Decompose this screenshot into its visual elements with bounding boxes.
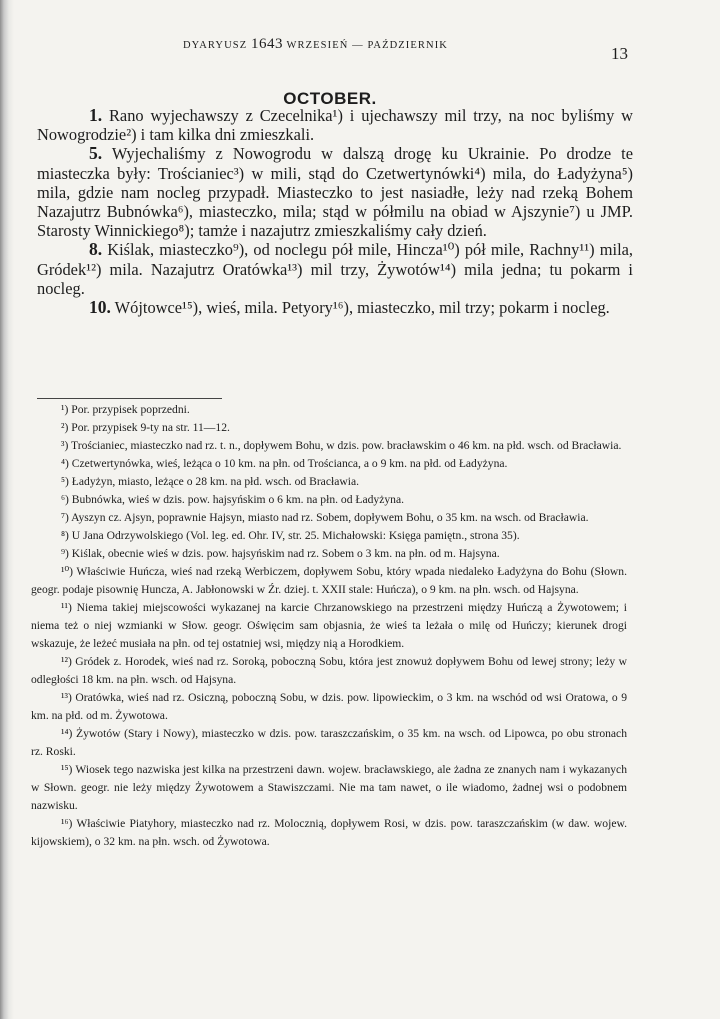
- footnote: [31, 653, 627, 689]
- footnote-text: Wiosek tego nazwiska jest kilka na przestrzeni dawn. wojew. bracławskiego, ale żadna ze znanych nam i wykazanych w Słown. geogr. nie leży między Żywotowem a Stawiszczami. Nie ma tam nawet, o ile wiadomo, żadnej wsi o podobnem nazwisku.: [31, 763, 627, 812]
- entry-day-number: 1.: [89, 105, 103, 125]
- footnote-mark: ¹²): [61, 655, 72, 668]
- section-title: OCTOBER.: [283, 89, 377, 108]
- footnote-divider: [37, 398, 222, 399]
- footnote: [31, 401, 627, 419]
- footnote-mark: ⁹): [61, 547, 69, 560]
- footnote-mark: ⁸): [61, 529, 69, 542]
- entry-day-number: 5.: [89, 143, 103, 164]
- footnote-mark: ⁶): [61, 493, 69, 506]
- footnote: [31, 815, 627, 851]
- diary-entry: [37, 240, 633, 298]
- diary-entries: [37, 106, 633, 317]
- footnote-mark: ⁷): [61, 511, 69, 524]
- footnote-text: Por. przypisek poprzedni.: [68, 403, 190, 416]
- running-head-title: DYARYUSZ: [183, 40, 248, 51]
- footnote: [31, 545, 627, 563]
- running-head-months: WRZESIEŃ — PAŹDZIERNIK: [286, 40, 448, 51]
- entry-text: Wójtowce¹⁵), wieś, mila. Petyory¹⁶), miasteczko, mil trzy; pokarm i nocleg.: [110, 298, 610, 318]
- footnote-text: Oratówka, wieś nad rz. Osiczną, poboczną Sobu, w dzis. pow. lipowieckim, o 3 km. na wschód od wsi Oratowa, o 9 km. na płd. od m. Żywotowa.: [31, 691, 627, 722]
- footnotes: [31, 401, 627, 851]
- footnote-mark: ¹⁶): [61, 817, 73, 830]
- footnote-mark: ⁵): [61, 475, 69, 488]
- diary-entry: [37, 144, 633, 240]
- footnote: [31, 689, 627, 725]
- footnote: [31, 509, 627, 527]
- footnote-text: Gródek z. Horodek, wieś nad rz. Soroką, poboczną Sobu, która jest znowuż dopływem Bohu od lewej strony; leży w odległości 18 km. na płn. wsch. od Hajsyna.: [31, 655, 627, 686]
- footnote-text: Bubnówka, wieś w dzis. pow. hajsyńskim o 6 km. na płn. od Ładyżyna.: [68, 493, 405, 506]
- footnote: [31, 725, 627, 761]
- running-head: [183, 36, 448, 53]
- footnote-text: Właściwie Piatyhory, miasteczko nad rz. Molocznią, dopływem Rosi, w dzis. pow. taraszczańskim (w daw. wojew. kijowskiem), o 32 km. na płn. wsch. od Żywotowa.: [31, 817, 627, 848]
- running-head-year: 1643: [250, 36, 283, 52]
- entry-text: Wyjechaliśmy z Nowogrodu w dalszą drogę ku Ukrainie. Po drodze te miasteczka były: Trościaniec³) w mili, stąd do Czetwertynówki⁴) mila, do Ładyżyna⁵) mila, gdzie nam nocleg przypadł. Miasteczko to jest nasiadłe, leży nad rzeką Bohem Nazajutrz Bubnówka⁶), miasteczko, mila; stąd w półmilu na obiad w Ajszynie⁷) u JMP. Starosty Winnickiego⁸); tamże i nazajutrz zmieszkaliśmy cały dzień.: [37, 144, 633, 241]
- footnote-text: Żywotów (Stary i Nowy), miasteczko w dzis. pow. taraszczańskim, o 35 km. na wsch. od Lipowca, po obu stronach rz. Roski.: [31, 727, 627, 758]
- footnote: [31, 419, 627, 437]
- page-binding-shadow: [0, 0, 14, 1019]
- page-number: 13: [611, 44, 628, 63]
- footnote: [31, 599, 627, 653]
- footnote: [31, 455, 627, 473]
- footnote-mark: ¹): [61, 403, 69, 416]
- footnote-text: Czetwertynówka, wieś, leżąca o 10 km. na płn. od Trościanca, a o 9 km. na płd. od Ładyżyna.: [68, 457, 508, 470]
- footnote-text: Por. przypisek 9-ty na str. 11—12.: [68, 421, 230, 434]
- footnote-mark: ⁴): [61, 457, 69, 470]
- entry-text: Rano wyjechawszy z Czecelnika¹) i ujechawszy mil trzy, na noc byliśmy w Nowogrodzie²) i tam kilka dni zmieszkali.: [37, 106, 633, 145]
- entry-day-number: 8.: [89, 239, 103, 260]
- footnote-mark: ¹⁵): [61, 763, 73, 776]
- footnote-text: U Jana Odrzywolskiego (Vol. leg. ed. Ohr. IV, str. 25. Michałowski: Księga pamiętn., strona 35).: [68, 529, 520, 542]
- footnote-mark: ³): [61, 439, 69, 452]
- footnote-mark: ¹³): [61, 691, 72, 704]
- footnote-text: Trościaniec, miasteczko nad rz. t. n., dopływem Bohu, w dzis. pow. bracławskim o 46 km. na płd. wsch. od Bracławia.: [68, 439, 622, 452]
- footnote-text: Niema takiej miejscowości wykazanej na karcie Chrzanowskiego na przestrzeni między Huńczą a Żywotowem; i niema też o niej wzmianki w Słow. geogr. Oświęcim sam objasnia, że wieś ta leżała o milę od Huńczy; kierunek drogi wskazuje, że leżeć musiała na płn. od tej ostatniej wsi, między nią a Horodkiem.: [31, 601, 627, 650]
- footnote: [31, 491, 627, 509]
- entry-text: Kiślak, miasteczko⁹), od noclegu pół mile, Hincza¹⁰) pół mile, Rachny¹¹) mila, Gródek¹²) mila. Nazajutrz Oratówka¹³) mil trzy, Żywotów¹⁴) mila jedna; tu pokarm i nocleg.: [37, 240, 633, 298]
- footnote: [31, 563, 627, 599]
- footnote-mark: ²): [61, 421, 69, 434]
- footnote-mark: ¹⁰): [61, 565, 73, 578]
- footnote-text: Ładyżyn, miasto, leżące o 28 km. na płd. wsch. od Bracławia.: [68, 475, 359, 488]
- footnote: [31, 761, 627, 815]
- footnote: [31, 527, 627, 545]
- entry-day-number: 10.: [89, 297, 111, 318]
- footnote-text: Ayszyn cz. Ajsyn, poprawnie Hajsyn, miasto nad rz. Sobem, dopływem Bohu, o 35 km. na wsch. od Bracławia.: [68, 511, 589, 524]
- diary-entry: [37, 106, 633, 144]
- footnote-mark: ¹⁴): [61, 727, 73, 740]
- footnote-text: Kiślak, obecnie wieś w dzis. pow. hajsyńskim nad rz. Sobem o 3 km. na płn. od m. Hajsyna.: [68, 547, 500, 560]
- footnote: [31, 437, 627, 455]
- footnote-text: Właściwie Huńcza, wieś nad rzeką Werbiczem, dopływem Sobu, który wpada niedaleko Ładyżyna do Bohu (Słown. geogr. podaje pisownię Huncza, A. Jabłonowski w Źr. dziej. t. XXII stale: Huńcza), o 9 km. na płn. wsch. od Hajsyna.: [31, 565, 627, 596]
- footnote-mark: ¹¹): [61, 601, 72, 614]
- footnote: [31, 473, 627, 491]
- diary-entry: [37, 298, 633, 317]
